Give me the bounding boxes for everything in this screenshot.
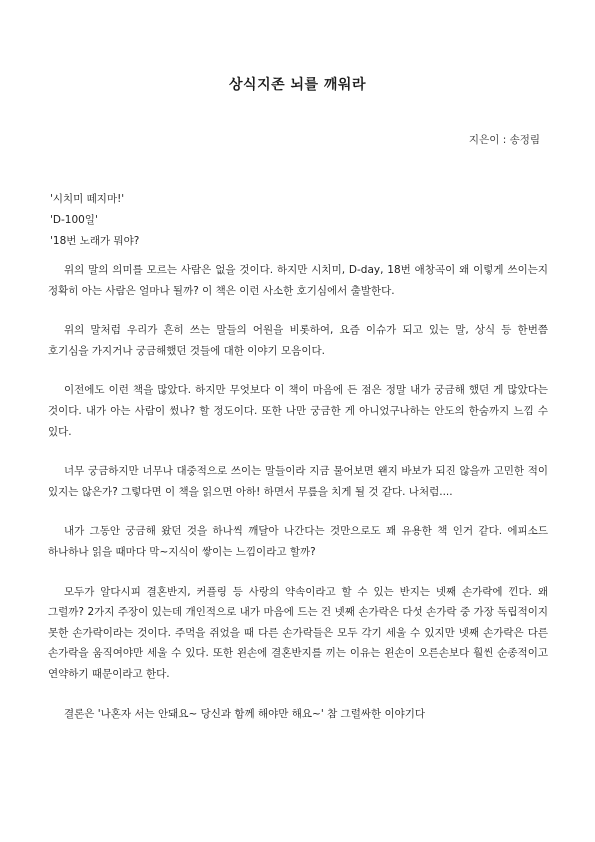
document-title: 상식지존 뇌를 깨워라 xyxy=(229,77,366,93)
paragraph: 결론은 '나혼자 서는 안돼요~ 당신과 함께 해야만 해요~' 참 그럴싸한 이야기다 xyxy=(64,707,426,720)
paragraph: 이전에도 이런 책을 많았다. 하지만 무엇보다 이 책이 마음에 든 점은 정말 내가 궁금해 했던 게 많았다는 것이다. 내가 아는 사람이 썼나? 할 정도이다. 또한 나만 궁금한 게 아니었구나하는 안도의 한숨까지 느낌 수 있다. xyxy=(48,384,548,438)
paragraph: 모두가 알다시피 결혼반지, 커플링 등 사랑의 약속이라고 할 수 있는 반지는 넷째 손가락에 낀다. 왜 그럴까? 2가지 주장이 있는데 개인적으로 내가 마음에 드는 건 넷째 손가락은 다섯 손가락 중 가장 독립적이지 못한 손가락이라는 것이다. 주먹을 쥐었을 때 다른 손가락들은 모두 각기 세울 수 있지만 넷째 손가락은 다른 손가락을 움직여야만 세울 수 있다. 또한 왼손에 결혼반지를 끼는 이유는 왼손이 오른손보다 훨씬 순종적이고 연약하기 때문이라고 한다. xyxy=(48,585,548,680)
paragraph: 위의 말의 의미를 모르는 사람은 없을 것이다. 하지만 시치미, D-day, 18번 애창곡이 왜 이렇게 쓰이는지 정확히 아는 사람은 얼마나 될까? 이 책은 이런 사소한 호기심에서 출발한다. xyxy=(48,264,548,297)
quote-line: '시치미 떼지마!' xyxy=(50,193,125,205)
quote-line: '18번 노래가 뭐야? xyxy=(50,235,140,247)
paragraph: 내가 그동안 궁금해 왔던 것을 하나씩 깨달아 나간다는 것만으로도 꽤 유용한 책 인거 같다. 에피소드 하나하나 읽을 때마다 막~지식이 쌓이는 느낌이라고 할까? xyxy=(48,525,548,558)
author-line: 지은이 : 송정림 xyxy=(468,134,540,146)
paragraph: 위의 말처럼 우리가 흔히 쓰는 말들의 어원을 비롯하여, 요즘 이슈가 되고 있는 말, 상식 등 한번쯤 호기심을 가지거나 궁금해했던 것들에 대한 이야기 모음이다. xyxy=(48,324,548,357)
paragraph: 너무 궁금하지만 너무나 대중적으로 쓰이는 말들이라 지금 물어보면 왠지 바보가 되진 않을까 고민한 적이 있지는 않은가? 그렇다면 이 책을 읽으면 아하! 하면서 무릎을 치게 될 것 같다. 나처럼.... xyxy=(48,465,548,498)
quote-list xyxy=(50,189,139,252)
quote-line: 'D-100일' xyxy=(50,214,98,226)
body-text xyxy=(48,260,548,743)
